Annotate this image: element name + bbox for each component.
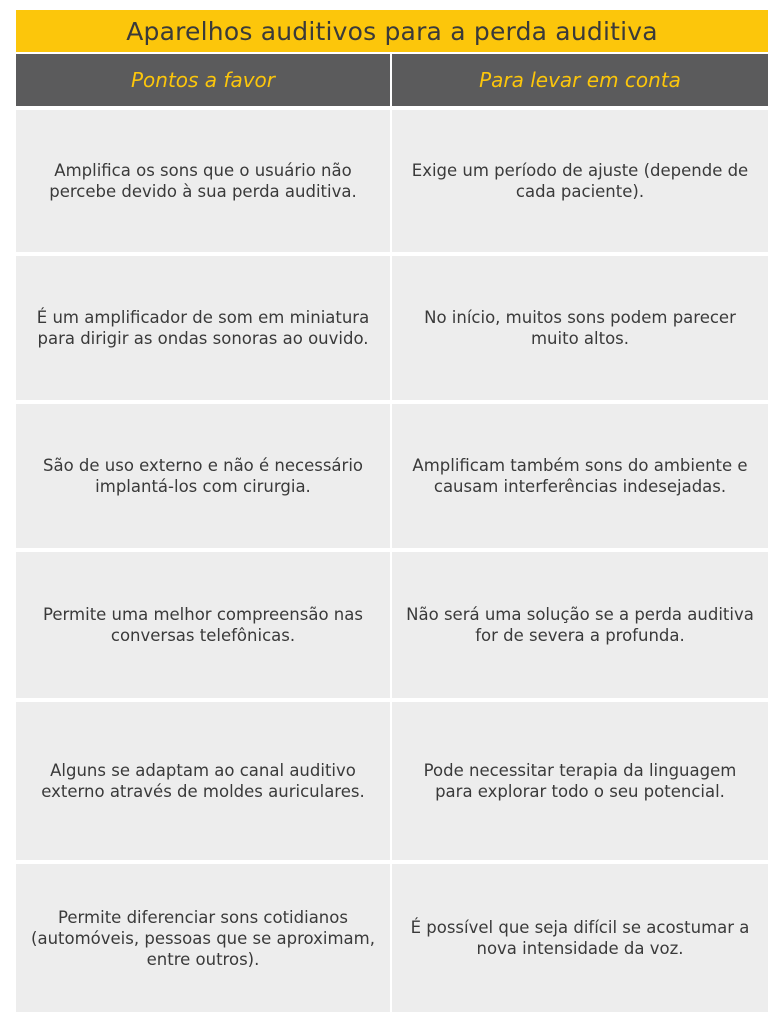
pro-cell: Amplifica os sons que o usuário não percebe devido à sua perda auditiva. [16,110,390,252]
pro-cell: Alguns se adaptam ao canal auditivo externo através de moldes auriculares. [16,702,390,860]
con-cell: Amplificam também sons do ambiente e causam interferências indesejadas. [392,404,768,548]
table-row [16,110,768,252]
con-cell: No início, muitos sons podem parecer muito altos. [392,256,768,400]
table-row [16,702,768,860]
pro-cell: Permite uma melhor compreensão nas conversas telefônicas. [16,552,390,698]
pro-cell: São de uso externo e não é necessário implantá-los com cirurgia. [16,404,390,548]
con-cell: Exige um período de ajuste (depende de cada paciente). [392,110,768,252]
table-header [16,54,768,106]
pro-cell: Permite diferenciar sons cotidianos (automóveis, pessoas que se aproximam, entre outros). [16,864,390,1012]
column-header-pros: Pontos a favor [16,54,390,106]
table-row [16,256,768,400]
table-row [16,404,768,548]
pro-cell: É um amplificador de som em miniatura para dirigir as ondas sonoras ao ouvido. [16,256,390,400]
table-row [16,552,768,698]
table-title: Aparelhos auditivos para a perda auditiva [16,10,768,52]
con-cell: Pode necessitar terapia da linguagem para explorar todo o seu potencial. [392,702,768,860]
con-cell: Não será uma solução se a perda auditiva for de severa a profunda. [392,552,768,698]
column-header-cons: Para levar em conta [392,54,768,106]
con-cell: É possível que seja difícil se acostumar a nova intensidade da voz. [392,864,768,1012]
table-row [16,864,768,1012]
